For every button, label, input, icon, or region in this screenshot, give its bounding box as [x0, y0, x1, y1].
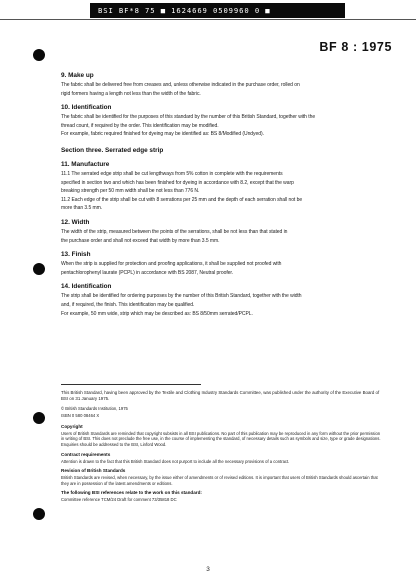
copyright-text: Users of British Standards are reminded that copyright subsists in all BSI publications. No part of this publication may be reproduced in any form without the prior permission in writing of BSI. This does not preclude the free use, in the course of implementing the standard, of necessary details such as symbols and size, type or grade designations. Enquiries should be addressed to the BSI, Linford Wood. [61, 430, 381, 447]
punch-hole-middle [33, 263, 45, 275]
section-finish [61, 251, 381, 276]
committee-text: The following BSI references relate to the work on this standard: [61, 490, 202, 496]
paragraph: thread count, if required by the order. This identification may be modified. [61, 122, 219, 129]
committee-reference: Committee reference TCM/24 Draft for comment 73/35818 DC [61, 497, 177, 503]
contract-label: Contract requirements [61, 451, 111, 457]
section-manufacture [61, 161, 381, 212]
section-identification [61, 104, 381, 138]
section-heading: 12. Width [61, 218, 90, 226]
section-heading: 14. Identification [61, 283, 112, 291]
punch-hole-bottom [33, 508, 45, 520]
paragraph: When the strip is supplied for protection and proofing applications, it shall be supplied not proofed with [61, 261, 282, 268]
section-identification-strip [61, 283, 381, 317]
paragraph: 11.2 Each edge of the strip shall be cut with 8 serrations per 25 mm and the depth of each serration shall not be [61, 196, 303, 203]
paragraph: The fabric shall be delivered free from creases and, unless otherwise indicated in the purchase order, rolled on [61, 82, 300, 88]
copyright-line: © British Standards Institution, 1975 [61, 405, 128, 411]
top-rule [0, 19, 416, 20]
paragraph: more than 3.5 mm. [61, 205, 103, 212]
paragraph: The strip shall be identified for ordering purposes by the number of this British Standard, together with the width [61, 293, 302, 300]
paragraph: and, if required, the finish. This identification may be qualified. [61, 301, 195, 308]
paragraph: the purchase order and shall not exceed that width by more than 3.5 mm. [61, 237, 220, 244]
punch-hole-lower [33, 412, 45, 424]
section-heading: 10. Identification [61, 104, 112, 112]
paragraph: The fabric shall be identified for the purposes of this standard by the number of this British Standard, together with the [61, 114, 316, 121]
section-heading: 13. Finish [61, 251, 91, 259]
paragraph: The width of the strip, measured between the points of the serrations, shall be not less than that stated in [61, 228, 288, 235]
paragraph: breaking strength per 50 mm width shall be not less than 776 N. [61, 188, 200, 195]
isbn-line: ISBN 0 580 08464 X [61, 413, 100, 419]
contract-text: Attention is drawn to the fact that this British Standard does not purport to include all the necessary provisions of a contract. [61, 458, 290, 464]
approval-note: This British Standard, having been approved by the Textile and Clothing Industry Standards Committee, was published under the authority of the Executive Board of BSI on 31 January 1975. [61, 390, 380, 401]
barcode-strip: BSI BF*8 75 ■ 1624669 0509960 0 ■ [90, 3, 345, 18]
revision-label: Revision of British Standards [61, 468, 126, 474]
section-width [61, 219, 381, 244]
section-title: Section three. Serrated edge strip [61, 146, 164, 154]
section-heading: 11. Manufacture [61, 160, 110, 168]
paragraph: For example, fabric required finished for dyeing may be identified as: BS 8/Modified (Undyed). [61, 131, 264, 138]
punch-hole-top [33, 49, 45, 61]
main-content [61, 72, 381, 319]
paragraph: 11.1 The serrated edge strip shall be cut lengthways from 5% cotton in complete with the requirements [61, 170, 283, 177]
paragraph: specified in section two and which has been finished for dyeing in accordance with 8.2, except that the warp [61, 179, 294, 186]
footer-rule [61, 384, 201, 385]
paragraph: For example, 50 mm wide, strip which may be described as: BS 8/50mm serrated/PCPL. [61, 310, 253, 317]
section-heading: 9. Make up [61, 72, 94, 79]
section-make-up [61, 72, 381, 97]
paragraph: pentachlorophenyl laurate (PCPL) in accordance with BS 2087, Neutral proofer. [61, 269, 234, 276]
copyright-label: Copyright [61, 423, 83, 429]
revision-text: British Standards are revised, when necessary, by the issue either of amendments or of revised editions. It is important that users of British Standards should ascertain that they are in possession of the latest amendments or editions. [61, 475, 378, 486]
document-id: BF 8 : 1975 [319, 40, 392, 54]
page-number: 3 [206, 566, 210, 573]
footer-notes [61, 390, 381, 505]
paragraph: rigid formers having a length not less than the width of the fabric. [61, 90, 201, 97]
